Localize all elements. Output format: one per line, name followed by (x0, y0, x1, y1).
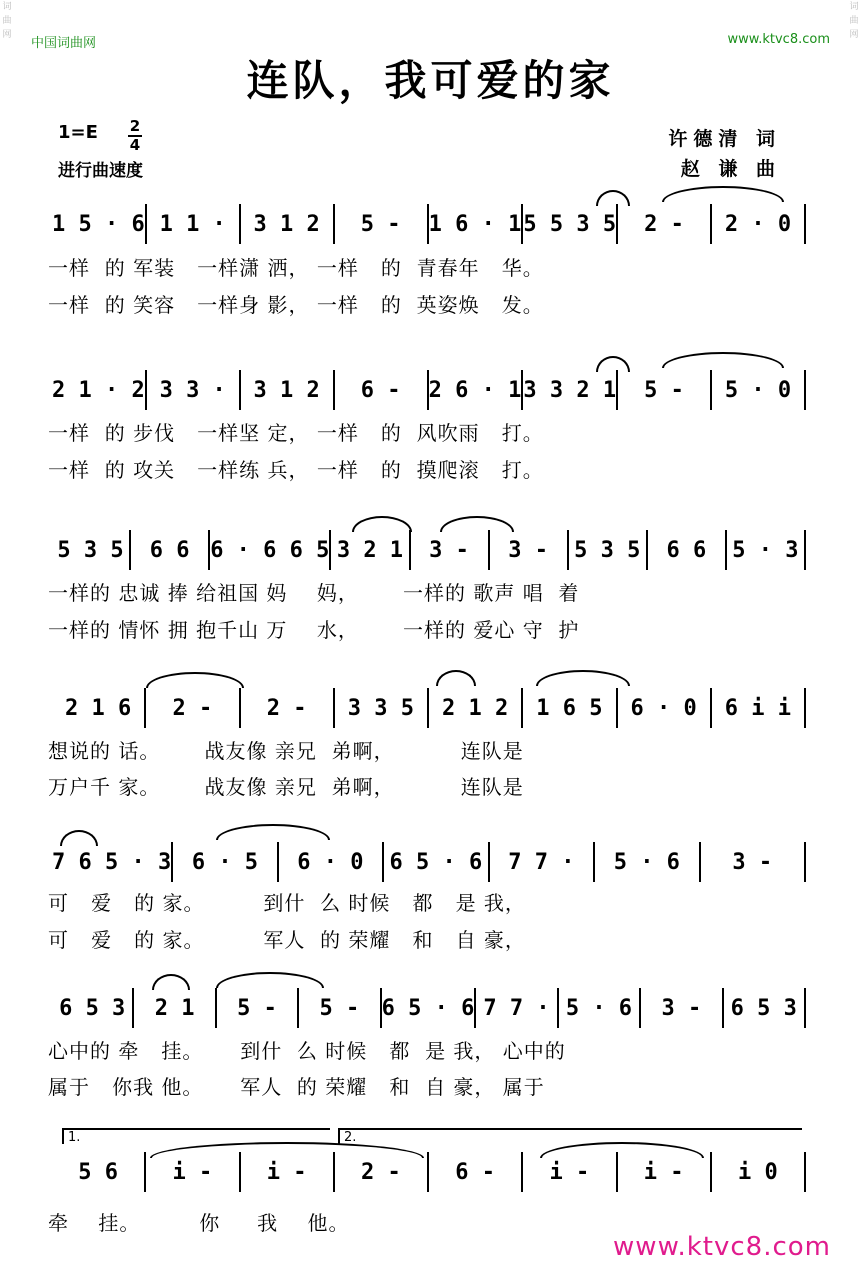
slur-arc (540, 1142, 704, 1158)
lyric-line: 一样 的 军装 一样潇 洒， 一样 的 青春年 华。 (48, 256, 544, 280)
measure: 5 6 (78, 1159, 118, 1185)
lyric-line: 一样的 情怀 拥 抱千山 万 水， 一样的 爱心 守 护 (48, 618, 580, 642)
measure: 2 1 6 (65, 695, 132, 721)
notation-row (52, 368, 806, 412)
time-signature (128, 118, 142, 154)
measure: 2 - (361, 1159, 401, 1185)
barline (804, 688, 806, 728)
measure: i - (643, 1159, 684, 1185)
lyric-line: 一样 的 步伐 一样坚 定， 一样 的 风吹雨 打。 (48, 421, 544, 445)
measure: 2 · 0 (724, 211, 792, 237)
measure: 6 6 (149, 537, 190, 563)
measure: 6 5 · 6 (389, 849, 483, 875)
measure: 5 - (319, 995, 360, 1021)
slur-arc (60, 830, 98, 846)
composer-credit: 赵 谦 曲 (680, 158, 781, 180)
measure: 2 6 · 1 (428, 377, 522, 403)
measure: 3 3 · (159, 377, 226, 403)
measure: 3 1 2 (253, 211, 320, 237)
slur-arc (352, 516, 412, 532)
measure: 5 · 0 (724, 377, 792, 403)
measure: 2 1 (154, 995, 195, 1021)
measure: 3 - (732, 849, 773, 875)
notation-row (52, 528, 806, 572)
site-name[interactable]: 中国词曲网 (31, 36, 97, 51)
measure: 6 i i (724, 695, 791, 721)
lyricist-credit: 许德清 词 (668, 128, 781, 150)
first-ending-bracket: 1. (62, 1128, 330, 1144)
measure: 3 3 5 (347, 695, 414, 721)
measure: 1 6 5 (536, 695, 603, 721)
measure: 5 · 3 (732, 537, 799, 563)
measure: 7 7 · (483, 995, 550, 1021)
lyric-line: 可 爱 的 家。 军人 的 荣耀 和 自 豪， (48, 928, 526, 952)
slur-arc (440, 516, 514, 532)
brand-footer[interactable]: www.ktvc8.com (613, 1232, 831, 1262)
lyric-line: 可 爱 的 家。 到什 么 时候 都 是 我， (48, 891, 526, 915)
measure: 1 6 · 1 (428, 211, 522, 237)
measure: 5 - (644, 377, 684, 403)
barline (804, 204, 806, 244)
measure: 6 · 0 (297, 849, 364, 875)
measure: 1 5 · 6 (52, 211, 145, 237)
measure: 2 1 · 2 (52, 377, 145, 403)
measure: 7 7 · (508, 849, 575, 875)
measure: i - (549, 1159, 590, 1185)
key-signature: 1=E (58, 122, 98, 143)
slur-arc (662, 186, 784, 202)
measure: 3 2 1 (336, 537, 404, 563)
measure: 5 3 5 (57, 537, 124, 563)
measure: i 0 (738, 1159, 778, 1185)
slur-arc (216, 972, 324, 988)
measure: 1 1 · (159, 211, 226, 237)
measure: 3 - (661, 995, 702, 1021)
barline (804, 842, 806, 882)
notation-row (52, 686, 806, 730)
lyric-line: 牵 挂。 你 我 他。 (48, 1211, 350, 1235)
page-title: 连队，我可爱的家 (246, 56, 615, 105)
measure: 6 5 3 (730, 995, 797, 1021)
left-watermark-strip: 词曲网 (2, 2, 12, 40)
measure: 6 · 6 6 5 (210, 537, 330, 563)
lyric-line: 想说的 话。 战友像 亲兄 弟啊， 连队是 (48, 739, 524, 763)
lyric-line: 一样的 忠诚 捧 给祖国 妈 妈， 一样的 歌声 唱 着 (48, 581, 580, 605)
barline (804, 1152, 806, 1192)
measure: 3 - (429, 537, 469, 563)
site-url[interactable]: www.ktvc8.com (727, 32, 830, 47)
lyric-line: 一样 的 攻关 一样练 兵， 一样 的 摸爬滚 打。 (48, 458, 544, 482)
measure: 6 6 (666, 537, 707, 563)
measure: 5 - (237, 995, 277, 1021)
measure: 3 3 2 1 (523, 377, 617, 403)
lyric-line: 属于 你我 他。 军人 的 荣耀 和 自 豪， 属于 (48, 1075, 545, 1099)
measure: 5 - (360, 211, 401, 237)
lyric-line: 心中的 牵 挂。 到什 么 时候 都 是 我， 心中的 (48, 1039, 566, 1063)
measure: 6 · 5 (191, 849, 259, 875)
measure: 6 - (360, 377, 401, 403)
measure: 2 - (172, 695, 213, 721)
slur-arc (662, 352, 784, 368)
measure: 3 1 2 (253, 377, 320, 403)
time-denominator: 4 (129, 136, 141, 154)
tempo-marking: 进行曲速度 (58, 161, 143, 181)
barline (804, 530, 806, 570)
second-ending-bracket: 2. (338, 1128, 802, 1144)
barline (804, 988, 806, 1028)
slur-arc (216, 824, 330, 840)
measure: 5 5 3 5 (523, 211, 617, 237)
slur-arc (150, 1142, 424, 1158)
slur-arc (436, 670, 476, 686)
measure: 5 · 6 (565, 995, 633, 1021)
measure: 2 - (644, 211, 684, 237)
measure: 6 5 · 6 (381, 995, 475, 1021)
measure: 2 1 2 (442, 695, 509, 721)
measure: 2 - (266, 695, 307, 721)
lyric-line: 万户千 家。 战友像 亲兄 弟啊， 连队是 (48, 775, 524, 799)
measure: 6 5 3 (59, 995, 126, 1021)
notation-row (52, 986, 806, 1030)
lyric-line: 一样 的 笑容 一样身 影， 一样 的 英姿焕 发。 (48, 293, 544, 317)
measure: 6 · 0 (630, 695, 697, 721)
measure: 5 · 6 (613, 849, 680, 875)
slur-arc (146, 672, 244, 688)
measure: 6 - (455, 1159, 495, 1185)
slur-arc (152, 974, 190, 990)
notation-row (52, 202, 806, 246)
time-numerator: 2 (129, 117, 141, 135)
measure: 7 6 5 · 3 (52, 849, 172, 875)
measure: 3 - (508, 537, 549, 563)
measure: i - (266, 1159, 307, 1185)
measure: 5 3 5 (574, 537, 641, 563)
slur-arc (536, 670, 630, 686)
barline (804, 370, 806, 410)
slur-arc (596, 356, 630, 372)
slur-arc (596, 190, 630, 206)
right-watermark-strip: 词曲网 (849, 2, 859, 40)
notation-row (52, 840, 806, 884)
measure: i - (172, 1159, 213, 1185)
